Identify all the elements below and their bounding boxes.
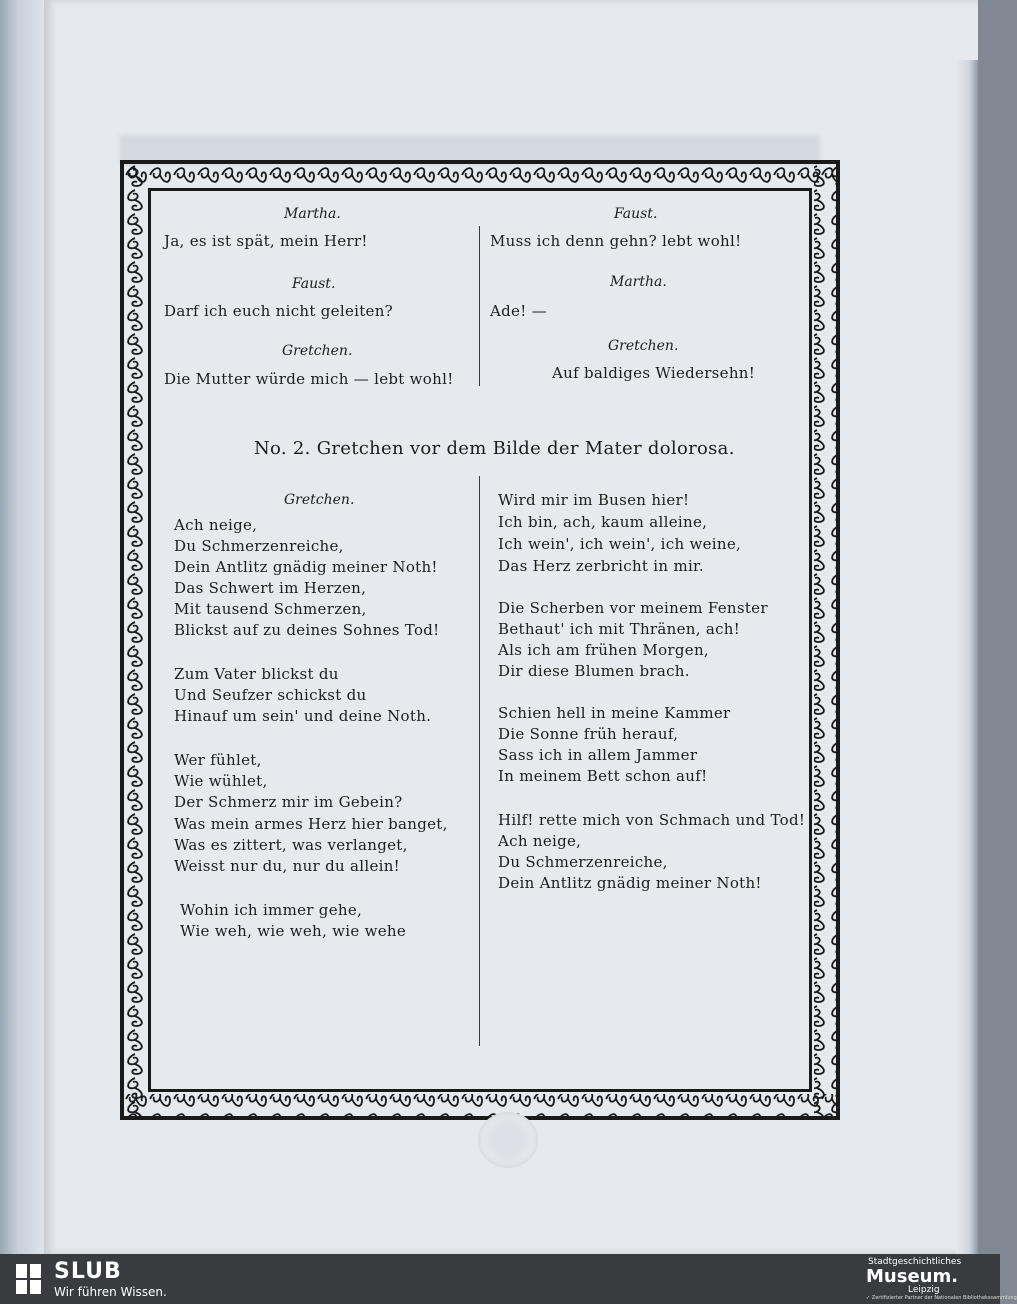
role-faust-1: Faust. (292, 276, 336, 292)
song-line: Ich bin, ach, kaum alleine, (498, 513, 708, 531)
song-line: Wohin ich immer gehe, (180, 901, 363, 919)
song-line: Wie wühlet, (174, 772, 268, 790)
duet-line: Muss ich denn gehn? lebt wohl! (490, 232, 742, 250)
role-gretchen-2: Gretchen. (608, 338, 679, 354)
duet-line: Darf ich euch nicht geleiten? (164, 302, 394, 320)
song-line: Hilf! rette mich von Schmach und Tod! (498, 811, 806, 829)
slub-logo-icon[interactable] (14, 1262, 44, 1296)
role-gretchen-song: Gretchen. (284, 492, 355, 508)
song-line: Du Schmerzenreiche, (498, 853, 668, 871)
song-line: Was mein armes Herz hier banget, (174, 815, 448, 833)
song-line: Dein Antlitz gnädig meiner Noth! (174, 558, 438, 576)
song-line: Und Seufzer schickst du (174, 686, 367, 704)
song-line: Wer fühlet, (174, 751, 262, 769)
role-faust-2: Faust. (614, 206, 658, 222)
song-line: Dein Antlitz gnädig meiner Noth! (498, 874, 762, 892)
song-line: Was es zittert, was verlanget, (174, 836, 408, 854)
song-line: Dir diese Blumen brach. (498, 662, 690, 680)
song-line: Du Schmerzenreiche, (174, 537, 344, 555)
slub-name[interactable]: SLUB (54, 1259, 122, 1284)
section-heading: No. 2. Gretchen vor dem Bilde der Mater dolorosa. (254, 438, 735, 459)
song-line: Schien hell in meine Kammer (498, 704, 731, 722)
museum-label-top: Stadtgeschichtliches (868, 1257, 962, 1267)
song-line: In meinem Bett schon auf! (498, 767, 708, 785)
song-line: Das Schwert im Herzen, (174, 579, 367, 597)
page-shadow-edge (956, 60, 978, 1254)
role-martha-2: Martha. (610, 274, 667, 290)
song-line: Bethaut' ich mit Thränen, ach! (498, 620, 741, 638)
duet-line: Ade! — (490, 302, 547, 320)
song-line: Wie weh, wie weh, wie wehe (180, 922, 407, 940)
song-line: Sass ich in allem Jammer (498, 746, 698, 764)
duet-line: Ja, es ist spät, mein Herr! (164, 232, 368, 250)
museum-city: Leipzig (908, 1285, 940, 1295)
duet-line: Die Mutter würde mich — lebt wohl! (164, 370, 454, 388)
song-line: Zum Vater blickst du (174, 665, 339, 683)
role-martha-1: Martha. (284, 206, 341, 222)
song-line: Ich wein', ich wein', ich weine, (498, 535, 742, 553)
song-line: Blickst auf zu deines Sohnes Tod! (174, 621, 440, 639)
duet-line: Auf baldiges Wiedersehn! (552, 364, 756, 382)
song-line: Weisst nur du, nur du allein! (174, 857, 401, 875)
left-page-edge (0, 0, 46, 1254)
footer-bar (0, 1254, 1017, 1304)
museum-certification-note: ✓ Zertifizierter Partner der Nationalen Bibliothekssammlung (866, 1295, 1017, 1301)
song-line: Die Sonne früh herauf, (498, 725, 679, 743)
slub-tagline: Wir führen Wissen. (54, 1285, 167, 1299)
role-gretchen-1: Gretchen. (282, 343, 353, 359)
song-line: Das Herz zerbricht in mir. (498, 557, 704, 575)
column-divider-bottom (479, 476, 480, 1046)
museum-name[interactable]: Museum. (866, 1266, 959, 1287)
column-divider-top (479, 226, 480, 386)
song-line: Als ich am frühen Morgen, (498, 641, 709, 659)
song-line: Wird mir im Busen hier! (498, 491, 690, 509)
song-line: Hinauf um sein' und deine Noth. (174, 707, 432, 725)
library-emboss-stamp (478, 1112, 538, 1168)
song-line: Die Scherben vor meinem Fenster (498, 599, 768, 617)
song-line: Ach neige, (174, 516, 258, 534)
song-line: Mit tausend Schmerzen, (174, 600, 367, 618)
song-line: Der Schmerz mir im Gebein? (174, 793, 403, 811)
song-line: Ach neige, (498, 832, 582, 850)
